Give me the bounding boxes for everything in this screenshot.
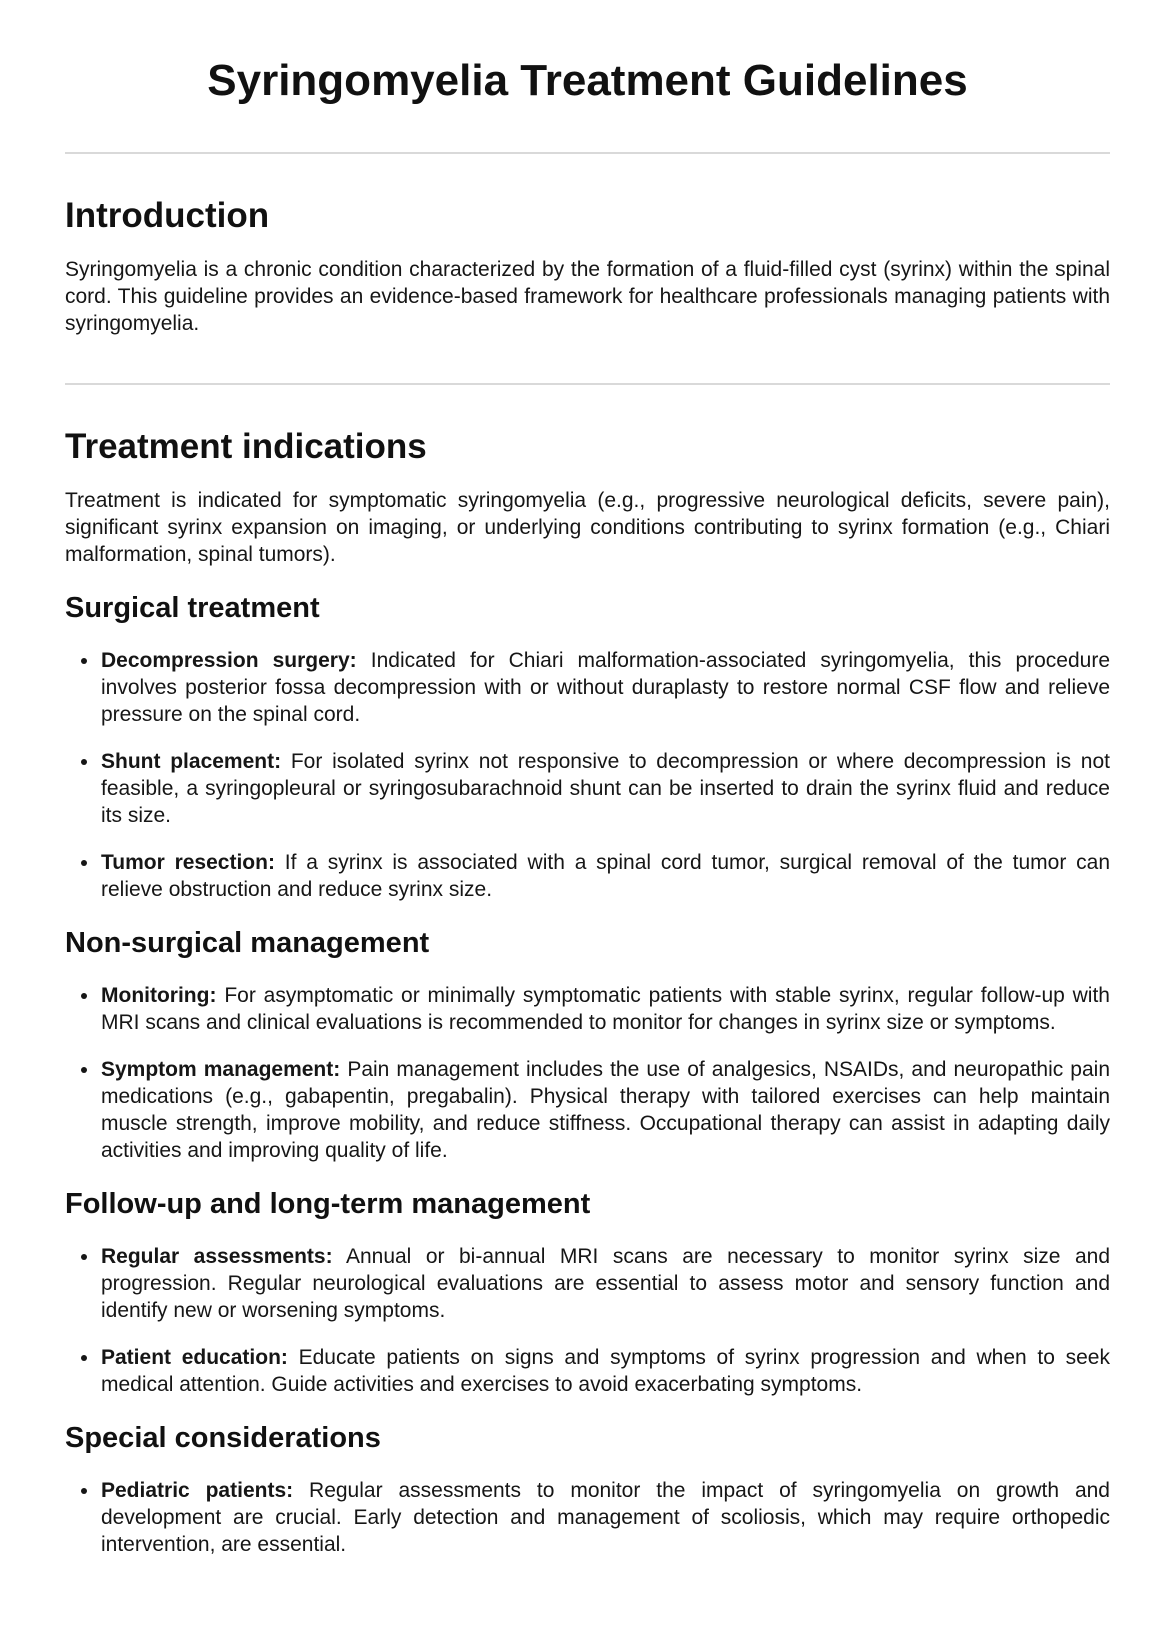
sub-heading-follow-up: Follow-up and long-term management (65, 1188, 591, 1220)
list-item-symptom-management (100, 1056, 1110, 1164)
list-item-tumor-resection (100, 849, 1110, 903)
list-item-label: Symptom management: (101, 1058, 341, 1081)
horizontal-divider (65, 152, 1110, 154)
list-item-label: Regular assessments: (101, 1245, 333, 1268)
section-heading-introduction: Introduction (65, 196, 270, 235)
list-item-shunt-placement (100, 748, 1110, 829)
document-title: Syringomyelia Treatment Guidelines (207, 56, 968, 105)
list-item-label: Pediatric patients: (101, 1479, 294, 1502)
sub-heading-surgical-treatment: Surgical treatment (65, 592, 320, 624)
list-item-patient-education (100, 1344, 1110, 1398)
introduction-paragraph: Syringomyelia is a chronic condition characterized by the formation of a fluid-filled cyst (syrinx) within the spinal cord. This guideline provides an evidence-based framework for healthcare professionals managing patients with syringomyelia. (65, 258, 1110, 335)
list-item-pediatric-patients (100, 1477, 1110, 1558)
surgical-treatment-list (65, 647, 1110, 903)
list-item-label: Monitoring: (101, 984, 217, 1007)
list-item-label: Shunt placement: (101, 750, 282, 773)
list-item-regular-assessments (100, 1243, 1110, 1324)
list-item-text: If a syrinx is associated with a spinal cord tumor, surgical removal of the tumor can relieve obstruction and reduce syrinx size. (101, 851, 1110, 901)
list-item-text: For isolated syrinx not responsive to decompression or where decompression is not feasible, a syringopleural or syringosubarachnoid shunt can be inserted to drain the syrinx fluid and reduce its size. (101, 750, 1110, 827)
special-considerations-list (65, 1477, 1110, 1558)
non-surgical-management-list (65, 982, 1110, 1164)
sub-heading-special-considerations: Special considerations (65, 1422, 381, 1454)
list-item-text: Regular assessments to monitor the impact of syringomyelia on growth and development are crucial. Early detection and management of scoliosis, which may require orthopedic intervention, are essential. (101, 1479, 1110, 1556)
follow-up-list (65, 1243, 1110, 1398)
list-item-text: Pain management includes the use of analgesics, NSAIDs, and neuropathic pain medications (e.g., gabapentin, pregabalin). Physical therapy with tailored exercises can help maintain muscle strength, improve mobility, and reduce stiffness. Occupational therapy can assist in adapting daily activities and improving quality of life. (101, 1058, 1110, 1162)
list-item-monitoring (100, 982, 1110, 1036)
list-item-text: For asymptomatic or minimally symptomatic patients with stable syrinx, regular follow-up with MRI scans and clinical evaluations is recommended to monitor for changes in syrinx size or symptoms. (101, 984, 1110, 1034)
list-item-label: Patient education: (101, 1346, 288, 1369)
list-item-label: Tumor resection: (101, 851, 275, 874)
list-item-label: Decompression surgery: (101, 649, 357, 672)
sub-heading-non-surgical-management: Non-surgical management (65, 927, 430, 959)
list-item-text: Educate patients on signs and symptoms of syrinx progression and when to seek medical attention. Guide activities and exercises to avoid exacerbating symptoms. (101, 1346, 1110, 1396)
list-item-decompression-surgery (100, 647, 1110, 728)
section-heading-treatment-indications: Treatment indications (65, 427, 427, 466)
horizontal-divider (65, 383, 1110, 385)
treatment-indications-paragraph: Treatment is indicated for symptomatic syringomyelia (e.g., progressive neurological deficits, severe pain), significant syrinx expansion on imaging, or underlying conditions contributing to syrinx formation (e.g., Chiari malformation, spinal tumors). (65, 489, 1110, 566)
list-item-text: Indicated for Chiari malformation-associated syringomyelia, this procedure involves posterior fossa decompression with or without duraplasty to restore normal CSF flow and relieve pressure on the spinal cord. (101, 649, 1111, 726)
list-item-text: Annual or bi-annual MRI scans are necessary to monitor syrinx size and progression. Regular neurological evaluations are essential to assess motor and sensory function and identify new or worsening symptoms. (101, 1245, 1110, 1322)
